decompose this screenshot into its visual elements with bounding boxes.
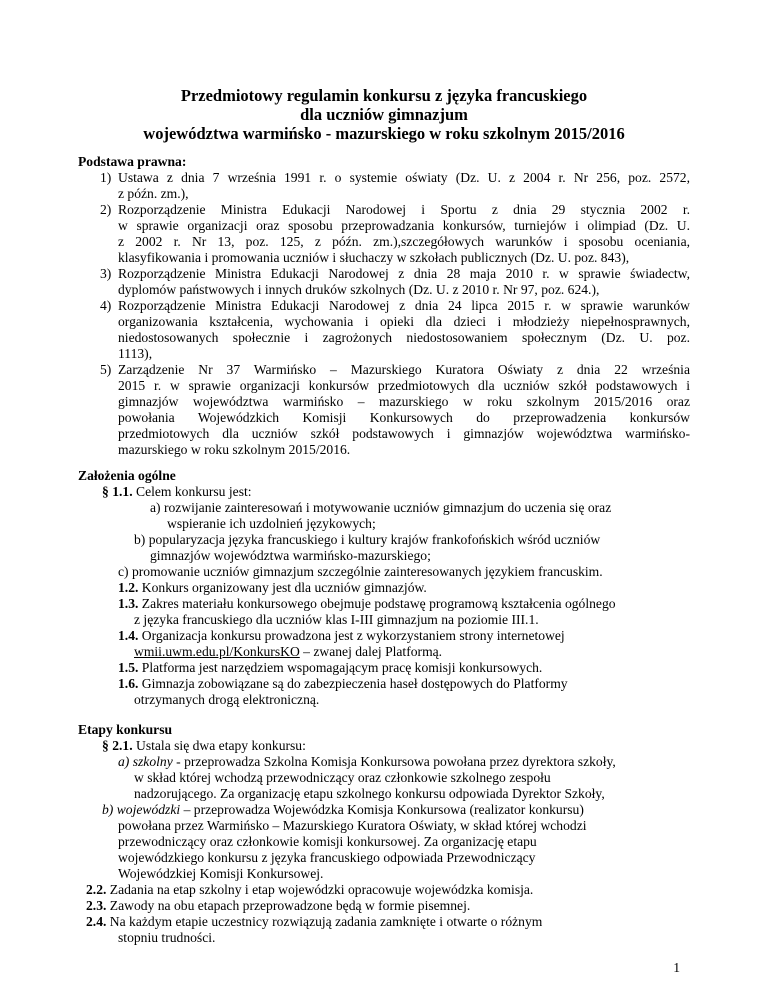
legal-item-line: z 2002 r. Nr 13, poz. 125, z późn. zm.),szczegółowych warunków i sposobu oceniania,	[118, 234, 690, 249]
section-1-1	[102, 484, 252, 500]
stage-a-line-1	[118, 754, 616, 770]
legal-item-line: z późn. zm.),	[118, 186, 189, 201]
title-line-1: Przedmiotowy regulamin konkursu z języka francuskiego	[180, 86, 588, 105]
point-1-5-text: Platforma jest narzędziem wspomagającym pracę komisji konkursowych.	[141, 660, 543, 675]
point-1-3-label: 1.3.	[118, 596, 139, 611]
legal-item-line: powołania Wojewódzkich Komisji Konkursowych do przeprowadzenia konkursów	[118, 410, 690, 425]
point-1-5	[118, 660, 542, 676]
stage-b-line-1	[102, 802, 584, 818]
legal-item-line: 1113),	[118, 346, 153, 361]
point-2-2	[86, 882, 533, 898]
point-1-3	[118, 596, 616, 612]
point-2-3-label: 2.3.	[86, 898, 107, 913]
section-1-1-label: § 1.1.	[102, 484, 133, 499]
point-1-2	[118, 580, 427, 596]
title-line-3: województwa warmińsko - mazurskiego w roku szkolnym 2015/2016	[143, 124, 625, 143]
point-1-3-text-1: Zakres materiału konkursowego obejmuje podstawę programową kształcenia ogólnego	[141, 596, 616, 611]
legal-item-line: organizowania kształcenia, wychowania i opieki dla dzieci i młodzieży niepełnosprawnych,	[118, 314, 690, 329]
goal-b-line-1: b) popularyzacja języka francuskiego i kultury krajów frankofońskich wśród uczniów	[134, 532, 601, 547]
point-1-4	[118, 628, 565, 644]
title-line-2: dla uczniów gimnazjum	[300, 105, 468, 124]
point-1-5-label: 1.5.	[118, 660, 139, 675]
stage-a-label: a) szkolny	[118, 754, 173, 769]
point-2-4-text-2: stopniu trudności.	[118, 930, 216, 945]
goal-a-line-2: wspieranie ich uzdolnień językowych;	[167, 516, 376, 531]
legal-item-line: Rozporządzenie Ministra Edukacji Narodowej i Sportu z dnia 29 stycznia 2002 r.	[118, 202, 690, 217]
stage-a-line-2: w skład której wchodzą przewodniczący oraz członkowie szkolnego zespołu	[134, 770, 551, 785]
stage-b-line-2: powołana przez Warmińsko – Mazurskiego Kuratora Oświaty, w skład której wchodzi	[118, 818, 587, 833]
legal-item-number: 1)	[100, 170, 112, 185]
point-1-6-text-1: Gimnazja zobowiązane są do zabezpieczenia haseł dostępowych do Platformy	[141, 676, 568, 691]
legal-item-line: niedostosowanych społecznie i zagrożonych niedostosowaniem społecznym (Dz. U. poz.	[118, 330, 690, 345]
point-2-4-text-1: Na każdym etapie uczestnicy rozwiązują zadania zamknięte i otwarte o różnym	[109, 914, 543, 929]
goal-c-line-1: c) promowanie uczniów gimnazjum szczególnie zainteresowanych językiem francuskim.	[118, 564, 603, 579]
point-2-3-text: Zawody na obu etapach przeprowadzone będą w formie pisemnej.	[109, 898, 471, 913]
point-2-4	[86, 914, 542, 930]
stage-b-line-5: Wojewódzkiej Komisji Konkursowej.	[118, 866, 324, 881]
stages-heading: Etapy konkursu	[78, 722, 173, 737]
stage-a-line-3: nadzorującego. Za organizację etapu szkolnego konkursu odpowiada Dyrektor Szkoły,	[134, 786, 605, 801]
stage-b-line-3: przewodniczący oraz członkowie komisji konkursowej. Za organizację etapu	[118, 834, 537, 849]
legal-basis-heading: Podstawa prawna:	[78, 154, 187, 169]
legal-item-line: Rozporządzenie Ministra Edukacji Narodowej z dnia 24 lipca 2015 r. w sprawie warunków	[118, 298, 690, 313]
section-2-1-text: Ustala się dwa etapy konkursu:	[136, 738, 306, 753]
point-1-4-label: 1.4.	[118, 628, 139, 643]
stage-b-label: b) wojewódzki	[102, 802, 181, 817]
section-1-1-text: Celem konkursu jest:	[136, 484, 252, 499]
point-1-4-line-2	[134, 644, 442, 660]
legal-item-line: Rozporządzenie Ministra Edukacji Narodowej z dnia 28 maja 2010 r. w sprawie świadectw,	[118, 266, 690, 281]
stage-b-text-1: – przeprowadza Wojewódzka Komisja Konkursowa (realizator konkursu)	[180, 802, 584, 817]
legal-item-line: w sprawie organizacji oraz sposobu przeprowadzania konkursów, turniejów i olimpiad (Dz. U.	[118, 218, 690, 233]
legal-item-line: gimnazjów województwa warmińsko – mazurskiego w roku szkolnym 2015/2016 oraz	[118, 394, 690, 409]
point-2-2-label: 2.2.	[86, 882, 107, 897]
legal-item-number: 5)	[100, 362, 112, 377]
point-1-4-text-1: Organizacja konkursu prowadzona jest z wykorzystaniem strony internetowej	[141, 628, 565, 643]
point-1-6	[118, 676, 568, 692]
point-1-4-text-2: – zwanej dalej Platformą.	[299, 644, 443, 659]
legal-item-line: 2015 r. w sprawie organizacji konkursów przedmiotowych dla uczniów szkół podstawowych i	[118, 378, 690, 393]
legal-item-number: 3)	[100, 266, 112, 281]
legal-item-number: 2)	[100, 202, 112, 217]
legal-item-line: przedmiotowych dla uczniów szkół podstawowych i gimnazjów województwa warmińsko-	[118, 426, 690, 441]
point-2-2-text: Zadania na etap szkolny i etap wojewódzki opracowuje wojewódzka komisja.	[109, 882, 534, 897]
section-2-1	[102, 738, 306, 754]
point-2-3	[86, 898, 470, 914]
point-1-3-text-2: z języka francuskiego dla uczniów klas I-III gimnazjum na poziomie III.1.	[134, 612, 539, 627]
goal-b-line-2: gimnazjów województwa warmińsko-mazurskiego;	[150, 548, 431, 563]
point-1-6-label: 1.6.	[118, 676, 139, 691]
page-number: 1	[673, 960, 680, 975]
legal-item-line: mazurskiego w roku szkolnym 2015/2016.	[118, 442, 351, 457]
legal-item-line: dyplomów państwowych i innych druków szkolnych (Dz. U. z 2010 r. Nr 97, poz. 624.),	[118, 282, 600, 297]
point-2-4-label: 2.4.	[86, 914, 107, 929]
legal-item-line: Zarządzenie Nr 37 Warmińsko – Mazurskiego Kuratora Oświaty z dnia 22 września	[118, 362, 690, 377]
section-2-1-label: § 2.1.	[102, 738, 133, 753]
general-heading: Założenia ogólne	[78, 468, 176, 483]
platform-link[interactable]: wmii.uwm.edu.pl/KonkursKO	[134, 644, 300, 659]
goal-a-line-1: a) rozwijanie zainteresowań i motywowanie uczniów gimnazjum do uczenia się oraz	[150, 500, 612, 515]
point-1-2-text: Konkurs organizowany jest dla uczniów gimnazjów.	[141, 580, 427, 595]
point-1-6-text-2: otrzymanych drogą elektroniczną.	[134, 692, 320, 707]
point-1-2-label: 1.2.	[118, 580, 139, 595]
legal-item-line: klasyfikowania i promowania uczniów i słuchaczy w szkołach publicznych (Dz. U. poz. 843),	[118, 250, 630, 265]
legal-item-number: 4)	[100, 298, 112, 313]
stage-b-line-4: wojewódzkiego konkursu z języka francuskiego odpowiada Przewodniczący	[118, 850, 536, 865]
legal-item-line: Ustawa z dnia 7 września 1991 r. o systemie oświaty (Dz. U. z 2004 r. Nr 256, poz. 2572,	[118, 170, 690, 185]
stage-a-text-1: - przeprowadza Szkolna Komisja Konkursowa powołana przez dyrektora szkoły,	[172, 754, 616, 769]
